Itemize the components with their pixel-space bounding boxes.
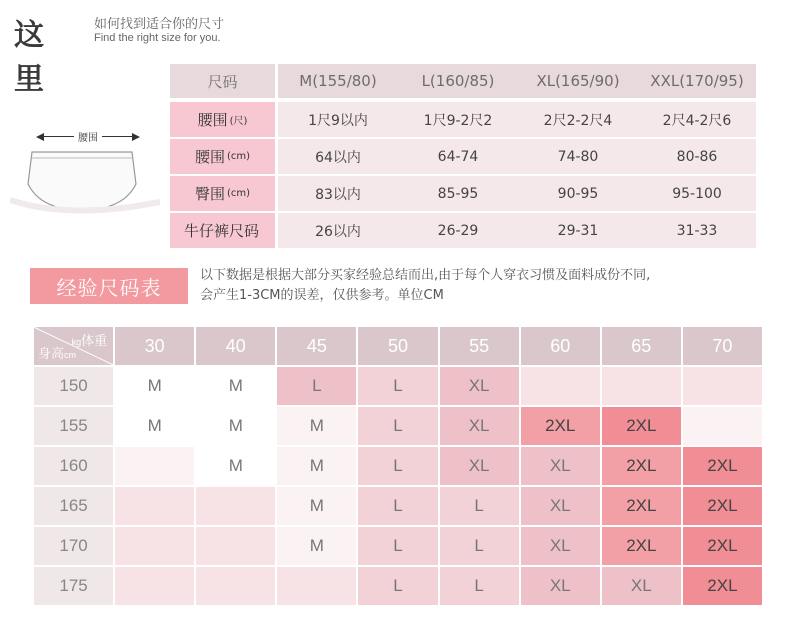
size-table-header xyxy=(170,64,756,98)
height-header: 155 xyxy=(34,407,113,445)
size-recommendation-cell: XL xyxy=(521,527,600,565)
size-recommendation-cell: L xyxy=(358,367,437,405)
height-header: 150 xyxy=(34,367,113,405)
size-cell: 29-31 xyxy=(518,213,638,248)
size-recommendation-cell: M xyxy=(196,367,275,405)
size-recommendation-cell: L xyxy=(358,487,437,525)
size-recommendation-cell: M xyxy=(277,527,356,565)
size-row-label: 腰围 (cm) xyxy=(170,139,278,174)
size-recommendation-cell xyxy=(115,527,194,565)
header-title: 这里 xyxy=(14,18,46,97)
size-col-header: XXL(170/95) xyxy=(638,64,756,98)
size-recommendation-cell: M xyxy=(196,407,275,445)
size-cell: 74-80 xyxy=(518,139,638,174)
size-cell: 2尺4-2尺6 xyxy=(638,102,756,137)
weight-header: 30 xyxy=(115,327,194,365)
grid-header-row xyxy=(34,327,762,365)
size-recommendation-cell: L xyxy=(440,487,519,525)
size-recommendation-cell: L xyxy=(277,367,356,405)
size-recommendation-cell xyxy=(196,567,275,605)
size-cell: 95-100 xyxy=(638,176,756,211)
size-recommendation-cell: L xyxy=(358,567,437,605)
size-recommendation-cell: 2XL xyxy=(683,567,762,605)
size-recommendation-cell: M xyxy=(277,487,356,525)
size-col-header: L(160/85) xyxy=(398,64,518,98)
size-table-row xyxy=(170,213,756,248)
size-row-label: 臀围 (cm) xyxy=(170,176,278,211)
size-recommendation-cell: XL xyxy=(521,487,600,525)
weight-header: 40 xyxy=(196,327,275,365)
size-cell: 2尺2-2尺4 xyxy=(518,102,638,137)
header-subtitle-en: Find the right size for you. xyxy=(94,32,221,44)
size-row-label: 牛仔裤尺码 xyxy=(170,213,278,248)
size-cell: 31-33 xyxy=(638,213,756,248)
weight-header: 45 xyxy=(277,327,356,365)
size-recommendation-cell: M xyxy=(115,367,194,405)
size-col-header: XL(165/90) xyxy=(518,64,638,98)
grid-row xyxy=(34,527,762,565)
waist-label: 腰围 xyxy=(78,133,98,144)
size-recommendation-cell xyxy=(602,367,681,405)
size-recommendation-cell: L xyxy=(440,567,519,605)
size-recommendation-cell: L xyxy=(440,527,519,565)
size-table-row xyxy=(170,176,756,211)
weight-header: 55 xyxy=(440,327,519,365)
experience-note-line2: 会产生1-3CM的误差，仅供参考。单位CM xyxy=(200,288,444,303)
size-recommendation-cell: XL xyxy=(440,447,519,485)
size-recommendation-cell: XL xyxy=(602,567,681,605)
experience-title: 经验尺码表 xyxy=(30,268,188,304)
size-recommendation-cell: 2XL xyxy=(683,447,762,485)
experience-grid xyxy=(34,327,762,607)
size-recommendation-cell: XL xyxy=(521,567,600,605)
experience-note xyxy=(200,266,760,306)
size-recommendation-cell xyxy=(521,367,600,405)
size-recommendation-cell: XL xyxy=(440,407,519,445)
size-recommendation-cell: L xyxy=(358,447,437,485)
size-recommendation-cell: L xyxy=(358,527,437,565)
size-recommendation-cell: 2XL xyxy=(602,447,681,485)
grid-row xyxy=(34,367,762,405)
grid-corner: kg体重 身高cm xyxy=(34,327,113,365)
size-recommendation-cell xyxy=(196,487,275,525)
size-recommendation-cell: 2XL xyxy=(602,487,681,525)
experience-note-line1: 以下数据是根据大部分买家经验总结而出,由于每个人穿衣习惯及面料成份不同, xyxy=(200,268,651,283)
size-recommendation-cell: M xyxy=(277,407,356,445)
size-cell: 1尺9-2尺2 xyxy=(398,102,518,137)
size-cell: 26以内 xyxy=(278,213,398,248)
size-table xyxy=(170,64,756,250)
size-recommendation-cell xyxy=(115,447,194,485)
size-table-row xyxy=(170,102,756,137)
size-table-row xyxy=(170,139,756,174)
size-col-header: M(155/80) xyxy=(278,64,398,98)
size-recommendation-cell: 2XL xyxy=(602,407,681,445)
size-recommendation-cell: M xyxy=(196,447,275,485)
weight-header: 60 xyxy=(521,327,600,365)
grid-row xyxy=(34,487,762,525)
size-recommendation-cell xyxy=(683,407,762,445)
size-row-label: 腰围 (尺) xyxy=(170,102,278,137)
size-cell: 64以内 xyxy=(278,139,398,174)
size-recommendation-cell: 2XL xyxy=(602,527,681,565)
waist-illustration xyxy=(10,120,160,230)
size-recommendation-cell: XL xyxy=(521,447,600,485)
header-subtitle-cn: 如何找到适合你的尺寸 xyxy=(94,17,225,32)
size-recommendation-cell xyxy=(683,367,762,405)
weight-header: 65 xyxy=(602,327,681,365)
size-recommendation-cell xyxy=(196,527,275,565)
size-cell: 80-86 xyxy=(638,139,756,174)
grid-row xyxy=(34,407,762,445)
size-cell: 64-74 xyxy=(398,139,518,174)
size-cell: 83以内 xyxy=(278,176,398,211)
size-recommendation-cell: M xyxy=(277,447,356,485)
grid-row xyxy=(34,567,762,605)
size-recommendation-cell: L xyxy=(358,407,437,445)
weight-header: 50 xyxy=(358,327,437,365)
size-recommendation-cell: M xyxy=(115,407,194,445)
size-col-header: 尺码 xyxy=(170,64,278,98)
size-cell: 26-29 xyxy=(398,213,518,248)
size-cell: 90-95 xyxy=(518,176,638,211)
size-recommendation-cell xyxy=(277,567,356,605)
height-header: 160 xyxy=(34,447,113,485)
size-recommendation-cell: 2XL xyxy=(683,527,762,565)
size-cell: 85-95 xyxy=(398,176,518,211)
size-recommendation-cell: 2XL xyxy=(683,487,762,525)
briefs-icon xyxy=(10,140,160,230)
weight-header: 70 xyxy=(683,327,762,365)
size-recommendation-cell: 2XL xyxy=(521,407,600,445)
size-cell: 1尺9以内 xyxy=(278,102,398,137)
height-header: 170 xyxy=(34,527,113,565)
height-header: 175 xyxy=(34,567,113,605)
size-recommendation-cell: XL xyxy=(440,367,519,405)
grid-row xyxy=(34,447,762,485)
height-header: 165 xyxy=(34,487,113,525)
size-recommendation-cell xyxy=(115,487,194,525)
size-recommendation-cell xyxy=(115,567,194,605)
